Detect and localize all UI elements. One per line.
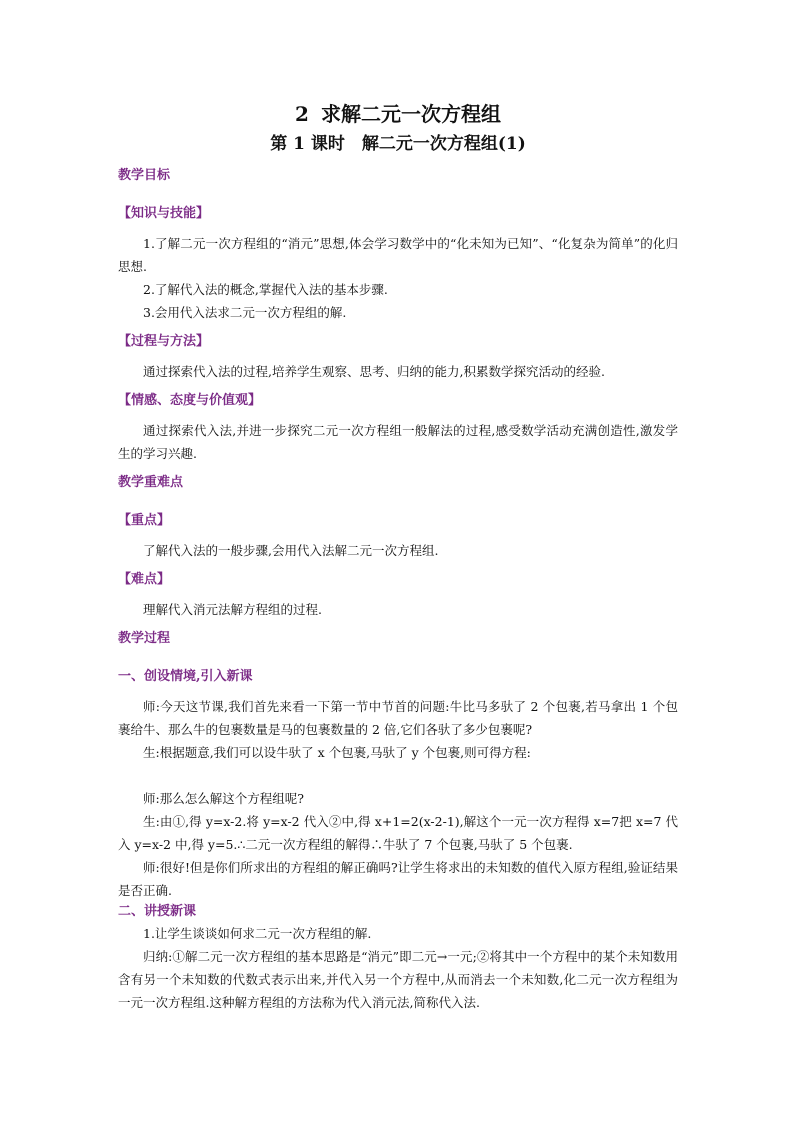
part1-para-5: 生:由①,得 y=x-2.将 y=x-2 代入②中,得 x+1=2(x-2-1),解这个一元一次方程得 x=7把 x=7 代入 y=x-2 中,得 y=5.∴二元一次方程组的解得∴牛驮了 7 个包裹,马驮了 5 个包裹.	[118, 814, 678, 852]
heading-hard-point: 【难点】	[118, 572, 171, 587]
knowledge-item-2: 2.了解代入法的概念,掌握代入法的基本步骤.	[143, 282, 388, 297]
heading-process-method: 【过程与方法】	[118, 334, 210, 349]
heading-part-1: 一、创设情境,引入新课	[118, 669, 253, 684]
process-method-text: 通过探索代入法的过程,培养学生观察、思考、归纳的能力,积累数学探究活动的经验.	[143, 364, 605, 379]
part1-para-6: 师:很好!但是你们所求出的方程组的解正确吗?让学生将求出的未知数的值代入原方程组,验证结果是否正确.	[118, 860, 678, 898]
knowledge-item-1: 1.了解二元一次方程组的“消元”思想,体会学习数学中的“化未知为已知”、“化复杂为简单”的化归思想.	[118, 236, 678, 274]
title-text: 求解二元一次方程组	[320, 102, 501, 126]
part2-para-2: 归纳:①解二元一次方程组的基本思路是“消元”即二元→一元;②将其中一个方程中的某个未知数用含有另一个未知数的代数式表示出来,并代入另一个方程中,从而消去一个未知数,化二元一次方程组为一元一次方程组.这种解方程组的方法称为代入消元法,简称代入法.	[118, 949, 678, 1010]
hard-point-text: 理解代入消元法解方程组的过程.	[143, 602, 322, 617]
document-subtitle: 第 1 课时 解二元一次方程组(1)	[270, 134, 526, 154]
heading-knowledge: 【知识与技能】	[118, 206, 210, 221]
document-page	[118, 100, 678, 1014]
part1-para-1: 师:今天这节课,我们首先来看一下第一节中节首的问题:牛比马多驮了 2 个包裹,若马拿出 1 个包裹给牛、那么牛的包裹数量是马的包裹数量的 2 倍,它们各驮了多少包裹呢?	[118, 699, 678, 737]
heading-teaching-process: 教学过程	[118, 631, 171, 646]
part1-para-4: 师:那么怎么解这个方程组呢?	[143, 791, 304, 806]
heading-part-2: 二、讲授新课	[118, 904, 197, 919]
title-number: 2	[295, 102, 309, 126]
knowledge-item-3: 3.会用代入法求二元一次方程组的解.	[143, 305, 347, 320]
part1-para-2: 生:根据题意,我们可以设牛驮了 x 个包裹,马驮了 y 个包裹,则可得方程:	[143, 745, 531, 760]
heading-emotion: 【情感、态度与价值观】	[118, 393, 262, 408]
heading-key-point: 【重点】	[118, 513, 171, 528]
heading-goals: 教学目标	[118, 168, 171, 183]
part1-equation-placeholder	[118, 764, 678, 787]
document-title	[118, 100, 678, 128]
part2-para-1: 1.让学生谈谈如何求二元一次方程组的解.	[143, 926, 372, 941]
emotion-text: 通过探索代入法,并进一步探究二元一次方程组一般解法的过程,感受数学活动充满创造性,激发学生的学习兴趣.	[118, 423, 678, 461]
heading-difficulty: 教学重难点	[118, 475, 184, 490]
key-point-text: 了解代入法的一般步骤,会用代入法解二元一次方程组.	[143, 543, 439, 558]
